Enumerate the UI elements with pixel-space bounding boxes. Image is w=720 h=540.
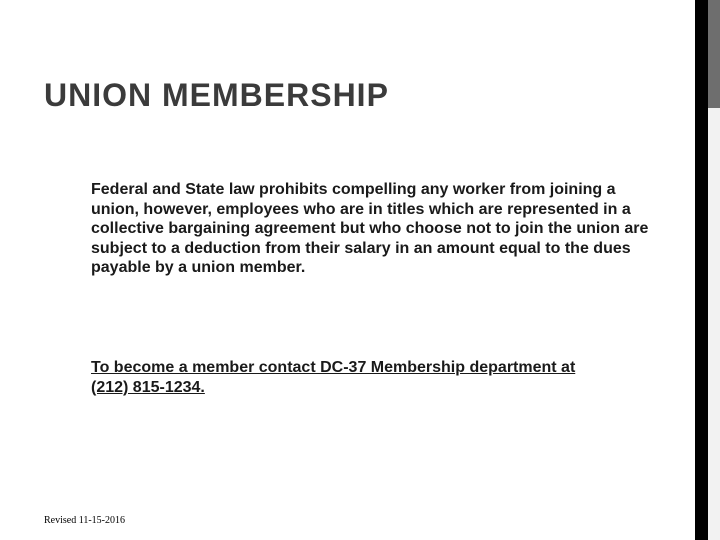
side-accent-block — [708, 0, 720, 108]
revised-date: Revised 11-15-2016 — [44, 515, 126, 526]
side-border-bar — [695, 0, 708, 540]
side-panel — [708, 108, 720, 540]
slide-title: UNION MEMBERSHIP — [44, 77, 389, 113]
contact-link[interactable]: To become a member contact DC-37 Membership department at (212) 815-1234. — [91, 359, 576, 396]
membership-paragraph: Federal and State law prohibits compelling any worker from joining a union, however, employees who are in titles which are represented in a collective bargaining agreement but who choose not to join the union are subject to a deduction from their salary in an amount equal to the dues payable by a union member. — [91, 181, 649, 276]
